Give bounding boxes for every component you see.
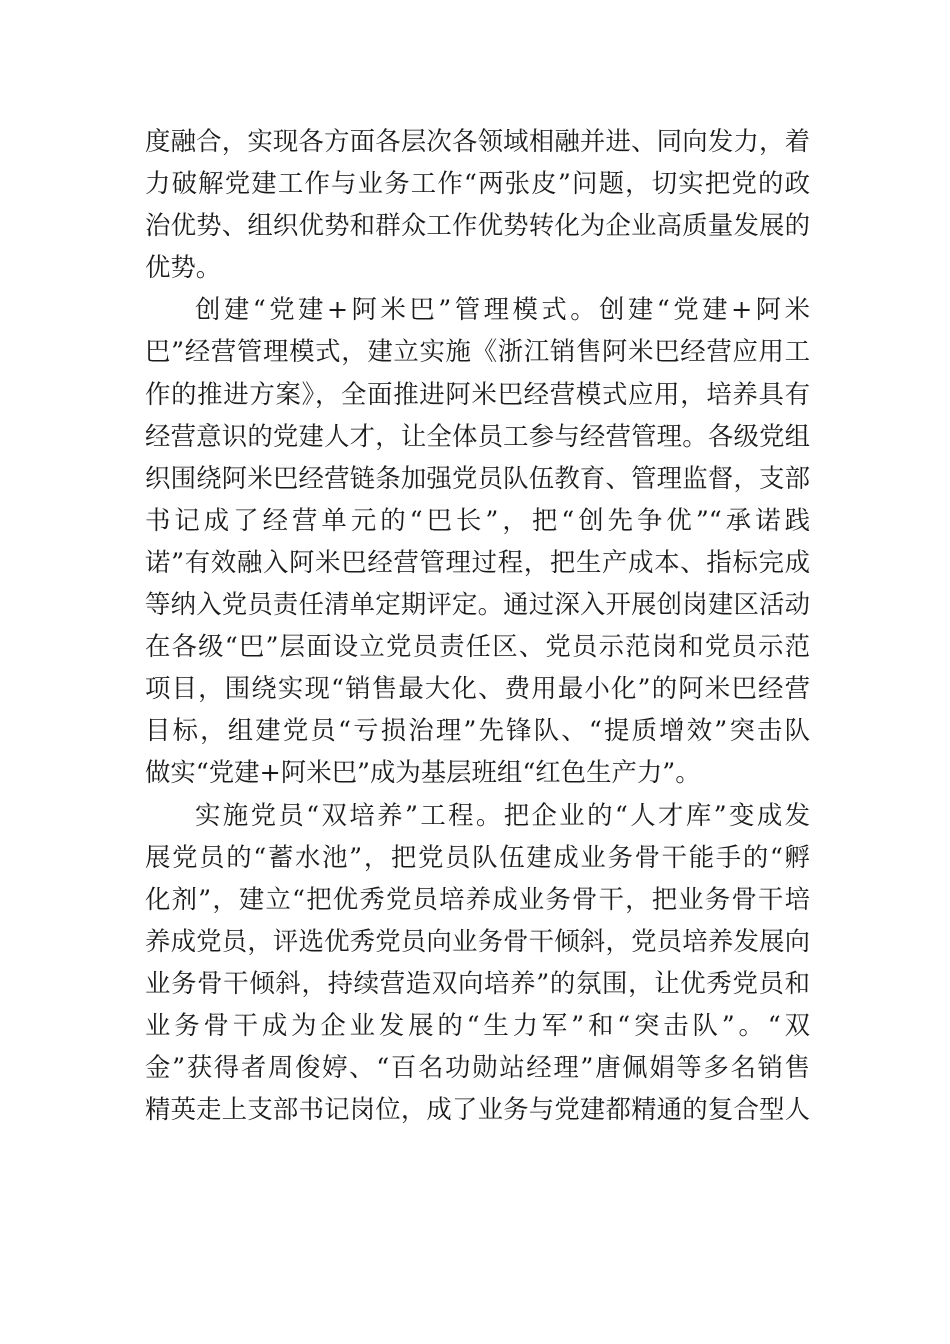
text-line: 书记成了经营单元的“巴长”，把“创先争优”“承诺践 bbox=[145, 504, 810, 535]
text-line: 实施党员“双培养”工程。把企业的“人才库”变成发 bbox=[195, 799, 810, 830]
text-line: 展党员的“蓄水池”，把党员队伍建成业务骨干能手的“孵 bbox=[145, 841, 810, 872]
text-line: 巴”经营管理模式，建立实施《浙江销售阿米巴经营应用工 bbox=[145, 336, 810, 367]
paragraph bbox=[145, 288, 810, 793]
text-line: 诺”有效融入阿米巴经营管理过程，把生产成本、指标完成 bbox=[145, 546, 810, 577]
text-line: 织围绕阿米巴经营链条加强党员队伍教育、管理监督，支部 bbox=[145, 462, 810, 493]
text-line: 优势。 bbox=[145, 252, 222, 283]
text-line: 在各级“巴”层面设立党员责任区、党员示范岗和党员示范 bbox=[145, 631, 810, 662]
text-line: 治优势、组织优势和群众工作优势转化为企业高质量发展的 bbox=[145, 210, 810, 241]
text-line: 经营意识的党建人才，让全体员工参与经营管理。各级党组 bbox=[145, 420, 810, 451]
text-line: 目标，组建党员“亏损治理”先锋队、“提质增效”突击队 bbox=[145, 715, 810, 746]
text-line: 业务骨干成为企业发展的“生力军”和“突击队”。“双 bbox=[145, 1009, 810, 1040]
text-line: 力破解党建工作与业务工作“两张皮”问题，切实把党的政 bbox=[145, 168, 810, 199]
text-line: 创建“党建+阿米巴”管理模式。创建“党建+阿米 bbox=[195, 294, 810, 325]
text-line: 等纳入党员责任清单定期评定。通过深入开展创岗建区活动 bbox=[145, 589, 810, 620]
text-line: 化剂”，建立“把优秀党员培养成业务骨干，把业务骨干培 bbox=[145, 883, 810, 914]
paragraph bbox=[145, 120, 810, 288]
text-line: 业务骨干倾斜，持续营造双向培养”的氛围，让优秀党员和 bbox=[145, 967, 810, 998]
paragraph bbox=[145, 794, 810, 1131]
body-text bbox=[145, 120, 810, 1130]
text-line: 作的推进方案》，全面推进阿米巴经营模式应用，培养具有 bbox=[145, 378, 810, 409]
text-line: 养成党员，评选优秀党员向业务骨干倾斜，党员培养发展向 bbox=[145, 925, 810, 956]
text-line: 金”获得者周俊婷、“百名功勋站经理”唐佩娟等多名销售 bbox=[145, 1052, 810, 1083]
text-line: 度融合，实现各方面各层次各领域相融并进、同向发力，着 bbox=[145, 126, 810, 156]
text-line: 精英走上支部书记岗位，成了业务与党建都精通的复合型人 bbox=[145, 1094, 810, 1125]
text-line: 项目，围绕实现“销售最大化、费用最小化”的阿米巴经营 bbox=[145, 673, 810, 704]
text-line: 做实“党建+阿米巴”成为基层班组“红色生产力”。 bbox=[145, 757, 701, 788]
